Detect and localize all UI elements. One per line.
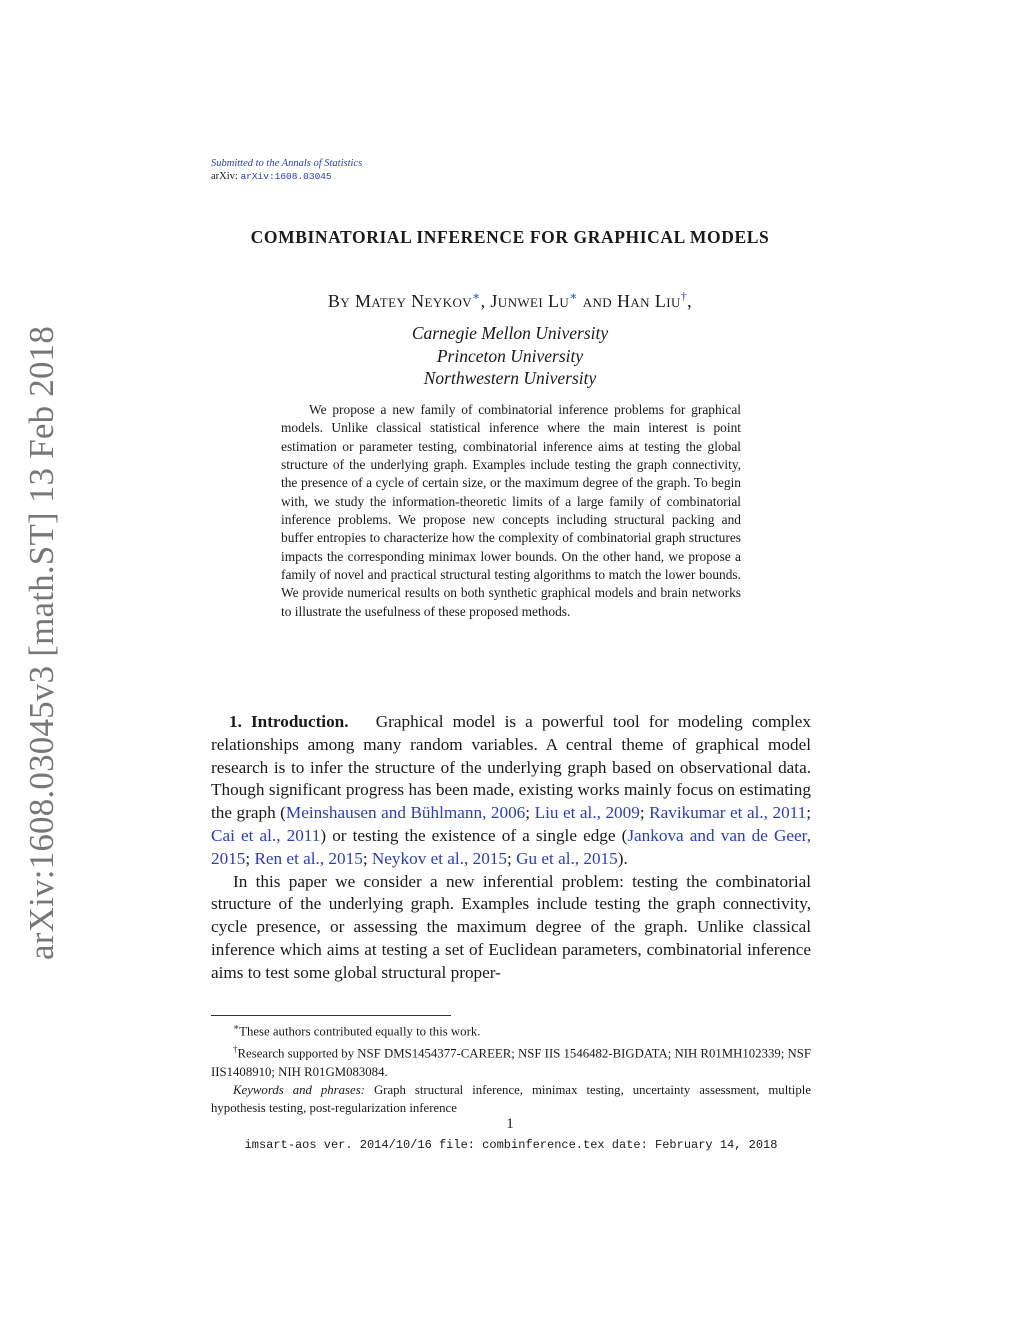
citation-link[interactable]: Ren et al., 2015 xyxy=(254,848,363,868)
body-text: Graphical model is a powerful tool for modeling complex relationships among many random variables. A central theme of graphical model research is to infer the structure of the underlying graph based on observational data. Though significant progress has been made, existing works mainly focus on estimating the graph ( xyxy=(211,712,812,823)
footnote-rule xyxy=(211,1015,451,1016)
footnote-mark-link[interactable]: ∗ xyxy=(472,289,481,303)
citation-link[interactable]: Cai et al., 2011 xyxy=(211,825,321,845)
footnote-text: Research supported by NSF DMS1454377-CAREER; NSF IIS 1546482-BIGDATA; NIH R01MH102339; NSF IIS1408910; NIH R01GM083084. xyxy=(211,1046,812,1079)
affiliations xyxy=(300,322,720,390)
footnote-mark: † xyxy=(233,1044,238,1055)
page-footer: imsart-aos ver. 2014/10/16 file: combinference.tex date: February 14, 2018 xyxy=(244,1138,778,1152)
footnote xyxy=(211,1040,811,1080)
footnote-mark-link[interactable]: † xyxy=(680,289,688,303)
footnote-mark-link[interactable]: ∗ xyxy=(569,289,578,303)
footnotes xyxy=(211,1018,811,1117)
body-text: ) or testing the existence of a single edge ( xyxy=(320,825,628,845)
by-word: By xyxy=(327,291,351,311)
and-word: and xyxy=(582,291,613,311)
abstract: We propose a new family of combinatorial inference problems for graphical models. Unlike classical statistical inference where the main interest is point estimation or parameter testing, combinatorial inference aims at testing the global structure of the underlying graph. Examples include testing the graph connectivity, the presence of a cycle of certain size, or the maximum degree of the graph. To begin with, we study the information-theoretic limits of a large family of combinatorial inference problems. We propose new concepts including structural packing and buffer entropies to characterize how the complexity of combinatorial graph structures impacts the corresponding minimax lower bounds. On the other hand, we propose a family of novel and practical structural testing algorithms to match the lower bounds. We provide numerical results on both synthetic graphical models and brain networks to illustrate the usefulness of these proposed methods. xyxy=(281,402,741,619)
citation-link[interactable]: Liu et al., 2009 xyxy=(534,803,640,823)
footnote-text: These authors contributed equally to this work. xyxy=(239,1024,481,1039)
affiliation: Princeton University xyxy=(436,345,584,366)
affiliation: Carnegie Mellon University xyxy=(411,323,609,343)
citation-link[interactable]: Meinshausen and Bühlmann, 2006 xyxy=(285,803,526,823)
submitted-journal-link[interactable]: Submitted to the Annals of Statistics xyxy=(211,158,363,169)
footnote-mark: ∗ xyxy=(233,1022,240,1032)
submission-header xyxy=(211,157,362,183)
intro-paragraph: 1. Introduction. Graphical model is a powerful tool for modeling complex relationships among many random variables. A central theme of graphical model research is to infer the structure of the underlying graph based on observational data. Though significant progress has been made, existing works mainly focus on estimating the graph (Meinshausen and Bühlmann, 2006; Liu et al., 2009; Ravikumar et al., 2011; Cai et al., 2011) or testing the existence of a single edge (Jankova and van de Geer, 2015; Ren et al., 2015; Neykov et al., 2015; Gu et al., 2015). xyxy=(211,712,812,868)
introduction-section xyxy=(211,711,811,985)
arxiv-label: arXiv: xyxy=(211,171,238,182)
paper-title: COMBINATORIAL INFERENCE FOR GRAPHICAL MODELS xyxy=(250,227,770,247)
footnote xyxy=(211,1018,811,1040)
citation-link[interactable]: Ravikumar et al., 2011 xyxy=(649,803,807,823)
keywords-label: Keywords and phrases: xyxy=(233,1082,365,1097)
body-text: ). xyxy=(617,848,628,868)
intro-paragraph: In this paper we consider a new inferential problem: testing the combinatorial structure of the underlying graph. Examples include testing the graph connectivity, cycle presence, or assessing the maximum degree of the graph. Unlike classical inference which aims at testing a set of Euclidean parameters, combinatorial inference aims to test some global structural proper- xyxy=(211,871,811,982)
page-number: 1 xyxy=(506,1116,514,1132)
keywords xyxy=(211,1081,811,1117)
citation-link[interactable]: Neykov et al., 2015 xyxy=(371,848,507,868)
arxiv-id-link[interactable]: arXiv:1608.03045 xyxy=(240,171,332,182)
section-heading: 1. Introduction. xyxy=(229,712,349,731)
affiliation: Northwestern University xyxy=(423,368,597,388)
keywords-text: Graph structural inference, minimax testing, uncertainty assessment, multiple hypothesis testing, post-regularization inference xyxy=(211,1082,811,1115)
citation-link[interactable]: Gu et al., 2015 xyxy=(516,848,618,868)
arxiv-side-stamp: arXiv:1608.03045v3 [math.ST] 13 Feb 2018 xyxy=(22,325,61,960)
author-name: Matey Neykov xyxy=(355,291,473,311)
author-name: Junwei Lu xyxy=(490,291,570,311)
author-line: By Matey Neykov∗, Junwei Lu∗ and Han Liu†, xyxy=(327,289,693,311)
author-name: Han Liu xyxy=(616,291,681,311)
citation-link[interactable]: Jankova and van de Geer, 2015 xyxy=(211,825,811,868)
